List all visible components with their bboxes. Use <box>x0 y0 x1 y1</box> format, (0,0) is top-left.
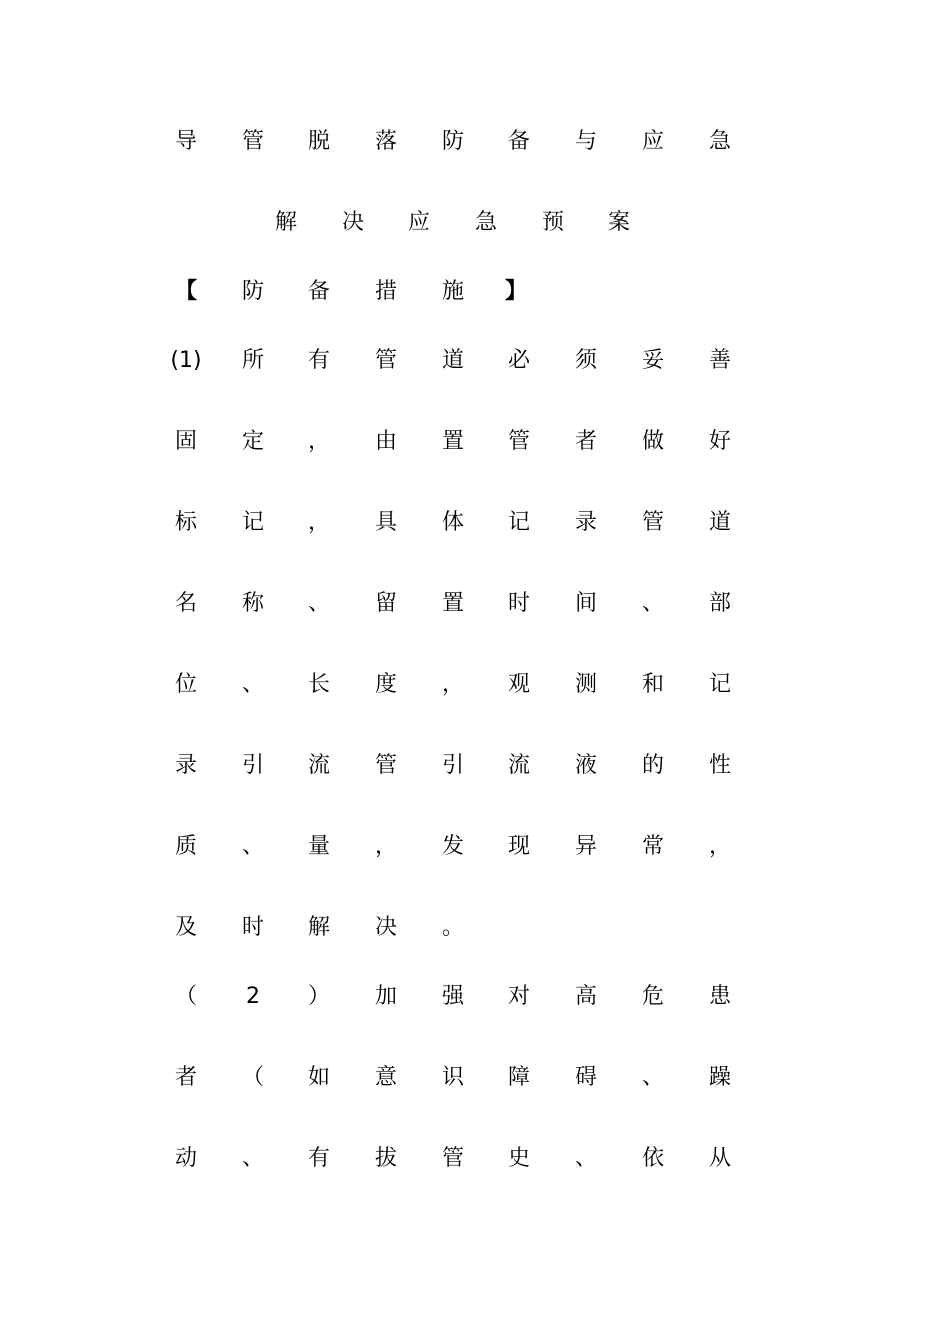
subtitle-char: 解 <box>274 210 297 235</box>
body-char: 所 <box>241 348 264 373</box>
section-heading <box>0 272 950 312</box>
body-char: 留 <box>374 591 397 616</box>
title-char: 管 <box>241 129 264 154</box>
body-char: 障 <box>507 1065 530 1090</box>
body-char: 躁 <box>708 1065 731 1090</box>
body-char: 部 <box>708 591 731 616</box>
body-char: 由 <box>374 429 397 454</box>
body-char: 拔 <box>374 1146 397 1171</box>
body-line <box>0 1058 950 1098</box>
body-char: 解 <box>307 915 330 940</box>
body-char: 善 <box>708 348 731 373</box>
body-char: 史 <box>507 1146 530 1171</box>
body-char: 录 <box>574 510 597 535</box>
title-char: 与 <box>574 129 597 154</box>
body-char: 管 <box>507 429 530 454</box>
body-char: (1) <box>170 348 202 373</box>
page-title <box>0 122 950 162</box>
body-char: 定 <box>241 429 264 454</box>
body-char: 者 <box>574 429 597 454</box>
subtitle-char: 应 <box>407 210 430 235</box>
body-char: 体 <box>441 510 464 535</box>
body-char: 、 <box>641 591 664 616</box>
body-char: 置 <box>441 429 464 454</box>
title-char: 应 <box>641 129 664 154</box>
body-char: 度 <box>374 672 397 697</box>
body-char: ， <box>307 429 330 454</box>
body-char: 者 <box>174 1065 197 1090</box>
body-char: 量 <box>307 834 330 859</box>
body-line <box>0 503 950 543</box>
page-subtitle <box>0 203 950 243</box>
body-char: 性 <box>708 753 731 778</box>
body-char: 的 <box>641 753 664 778</box>
body-char: （ <box>174 984 197 1009</box>
body-char: 引 <box>241 753 264 778</box>
body-char: 、 <box>241 834 264 859</box>
subtitle-char: 决 <box>341 210 364 235</box>
body-line <box>0 908 950 948</box>
body-char: 间 <box>574 591 597 616</box>
title-char: 导 <box>174 129 197 154</box>
body-char: 具 <box>374 510 397 535</box>
body-char: 流 <box>307 753 330 778</box>
body-char: 动 <box>174 1146 197 1171</box>
body-char: 引 <box>441 753 464 778</box>
body-char: 现 <box>507 834 530 859</box>
heading-char: 防 <box>241 279 264 304</box>
body-char: 2 <box>246 984 260 1009</box>
body-char: （ <box>241 1065 264 1090</box>
body-char: 时 <box>241 915 264 940</box>
body-char: 、 <box>574 1146 597 1171</box>
body-line <box>0 341 950 381</box>
body-line <box>0 584 950 624</box>
body-char: 管 <box>374 348 397 373</box>
body-char: 名 <box>174 591 197 616</box>
body-char: 长 <box>307 672 330 697</box>
title-char: 脱 <box>307 129 330 154</box>
body-char: 做 <box>641 429 664 454</box>
body-char: ， <box>708 834 731 859</box>
heading-char: 】 <box>504 279 527 304</box>
body-line <box>0 746 950 786</box>
body-char: 管 <box>441 1146 464 1171</box>
body-char: 从 <box>708 1146 731 1171</box>
body-char: 置 <box>441 591 464 616</box>
body-char: 有 <box>307 1146 330 1171</box>
body-line <box>0 977 950 1017</box>
title-char: 防 <box>441 129 464 154</box>
body-char: 强 <box>441 984 464 1009</box>
body-char: 有 <box>307 348 330 373</box>
body-line <box>0 1139 950 1179</box>
body-char: 质 <box>174 834 197 859</box>
body-char: 意 <box>374 1065 397 1090</box>
body-char: 好 <box>708 429 731 454</box>
body-char: 道 <box>441 348 464 373</box>
body-char: 妥 <box>641 348 664 373</box>
body-char: ， <box>307 510 330 535</box>
subtitle-char: 案 <box>607 210 630 235</box>
subtitle-char: 预 <box>541 210 564 235</box>
body-line <box>0 422 950 462</box>
body-char: 录 <box>174 753 197 778</box>
body-char: 异 <box>574 834 597 859</box>
heading-char: 【 <box>174 279 197 304</box>
body-char: 须 <box>574 348 597 373</box>
body-char: 高 <box>574 984 597 1009</box>
body-char: 常 <box>641 834 664 859</box>
heading-char: 备 <box>307 279 330 304</box>
subtitle-char: 急 <box>474 210 497 235</box>
body-char: 称 <box>241 591 264 616</box>
body-char: ， <box>441 672 464 697</box>
body-char: 时 <box>507 591 530 616</box>
heading-char: 措 <box>374 279 397 304</box>
body-char: 记 <box>708 672 731 697</box>
body-char: 对 <box>507 984 530 1009</box>
body-char: ） <box>307 984 330 1009</box>
body-char: 识 <box>441 1065 464 1090</box>
body-char: 患 <box>708 984 731 1009</box>
body-char: 记 <box>241 510 264 535</box>
body-char: 标 <box>174 510 197 535</box>
title-char: 落 <box>374 129 397 154</box>
heading-char: 施 <box>441 279 464 304</box>
body-char: ， <box>374 834 397 859</box>
body-line <box>0 665 950 705</box>
body-char: 道 <box>708 510 731 535</box>
body-char: 液 <box>574 753 597 778</box>
body-char: 。 <box>441 915 464 940</box>
body-line <box>0 827 950 867</box>
body-char: 、 <box>307 591 330 616</box>
body-char: 及 <box>174 915 197 940</box>
body-char: 位 <box>174 672 197 697</box>
body-char: 碍 <box>574 1065 597 1090</box>
body-char: 流 <box>507 753 530 778</box>
body-char: 固 <box>174 429 197 454</box>
body-char: 观 <box>507 672 530 697</box>
body-char: 、 <box>641 1065 664 1090</box>
body-char: 依 <box>641 1146 664 1171</box>
title-char: 备 <box>507 129 530 154</box>
body-char: 记 <box>507 510 530 535</box>
body-char: 和 <box>641 672 664 697</box>
body-char: 管 <box>641 510 664 535</box>
body-char: 、 <box>241 672 264 697</box>
body-char: 决 <box>374 915 397 940</box>
title-char: 急 <box>708 129 731 154</box>
body-char: 测 <box>574 672 597 697</box>
body-char: 发 <box>441 834 464 859</box>
body-char: 、 <box>241 1146 264 1171</box>
body-char: 危 <box>641 984 664 1009</box>
body-char: 必 <box>507 348 530 373</box>
body-char: 管 <box>374 753 397 778</box>
body-char: 加 <box>374 984 397 1009</box>
body-char: 如 <box>307 1065 330 1090</box>
